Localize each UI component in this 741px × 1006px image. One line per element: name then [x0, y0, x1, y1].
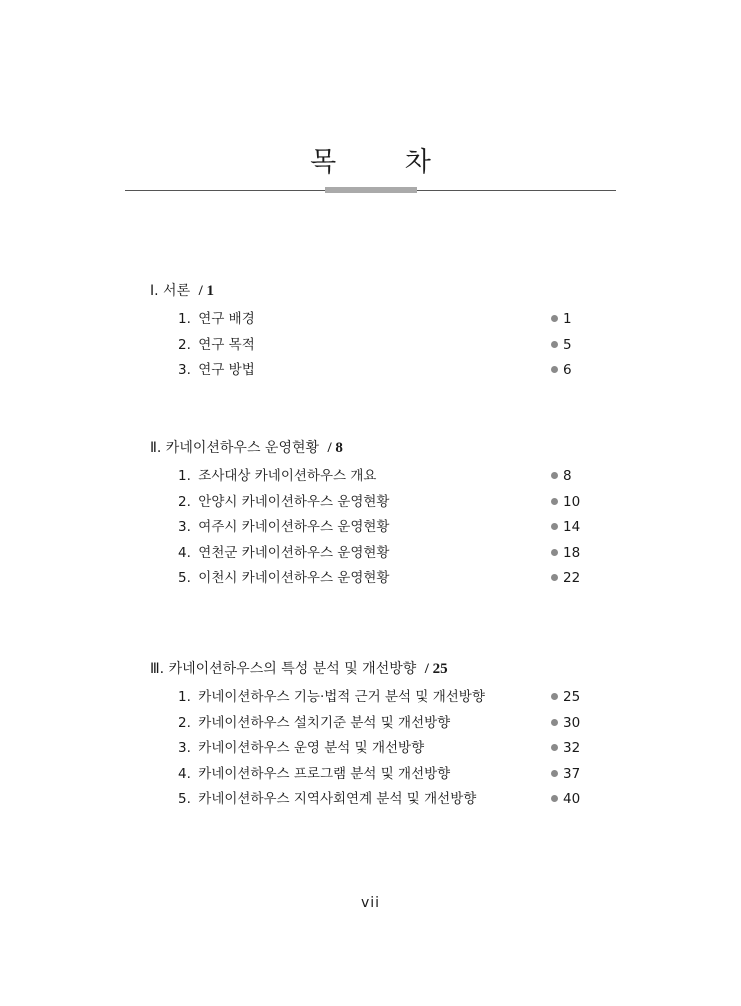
- toc-entry[interactable]: [150, 686, 590, 712]
- entry-page: 8: [551, 465, 572, 487]
- toc-entry[interactable]: [150, 542, 590, 568]
- entry-title: 카네이션하우스 프로그램 분석 및 개선방향: [198, 765, 451, 782]
- entry-page: 6: [551, 359, 572, 381]
- section-page: / 1: [198, 283, 214, 299]
- entry-number: 1.: [178, 689, 191, 705]
- bullet-dot-icon: [551, 315, 558, 322]
- entry-number: 1.: [178, 311, 191, 327]
- bullet-dot-icon: [551, 366, 558, 373]
- entry-title: 조사대상 카네이션하우스 개요: [198, 468, 377, 484]
- entry-title: 카네이션하우스 운영 분석 및 개선방향: [198, 740, 425, 757]
- entry-number: 5.: [178, 791, 191, 808]
- toc-section-heading[interactable]: [150, 658, 590, 680]
- bullet-dot-icon: [551, 719, 558, 726]
- entry-page: 37: [551, 763, 580, 785]
- entry-title: 카네이션하우스 기능·법적 근거 분석 및 개선방향: [198, 689, 485, 705]
- entry-number: 4.: [178, 544, 191, 561]
- page-number: vii: [360, 895, 381, 911]
- bullet-dot-icon: [551, 795, 558, 802]
- entry-page: 40: [551, 788, 580, 810]
- entry-title: 이천시 카네이션하우스 운영현황: [198, 570, 390, 587]
- bullet-dot-icon: [551, 472, 558, 479]
- entry-page: 25: [551, 686, 580, 708]
- entry-number: 5.: [178, 570, 191, 587]
- entry-number: 2.: [178, 493, 191, 510]
- section-page: / 25: [424, 661, 448, 677]
- title-divider-accent: [325, 187, 417, 193]
- entry-page: 14: [551, 516, 580, 538]
- entry-title: 여주시 카네이션하우스 운영현황: [198, 519, 390, 536]
- entry-title: 연구 목적: [198, 336, 255, 353]
- entry-page: 1: [551, 308, 572, 330]
- section-numeral: Ⅱ.: [150, 440, 162, 456]
- toc-section-heading[interactable]: [150, 437, 590, 459]
- toc-entry[interactable]: [150, 763, 590, 789]
- toc-section-1: [150, 280, 590, 385]
- toc-entry[interactable]: [150, 516, 590, 542]
- toc-section-heading[interactable]: [150, 280, 590, 302]
- entry-number: 2.: [178, 336, 191, 353]
- entry-title: 연천군 카네이션하우스 운영현황: [198, 544, 390, 561]
- entry-title: 안양시 카네이션하우스 운영현황: [198, 493, 390, 510]
- toc-section-3: [150, 658, 590, 814]
- entry-page: 5: [551, 334, 572, 356]
- toc-entry[interactable]: [150, 308, 590, 334]
- section-numeral: Ⅰ.: [150, 283, 159, 299]
- section-numeral: Ⅲ.: [150, 661, 165, 677]
- bullet-dot-icon: [551, 693, 558, 700]
- entry-title: 연구 배경: [198, 311, 255, 327]
- entry-page: 22: [551, 567, 580, 589]
- entry-number: 3.: [178, 519, 191, 536]
- toc-entry[interactable]: [150, 465, 590, 491]
- section-label: 서론: [163, 283, 191, 299]
- entry-title: 카네이션하우스 설치기준 분석 및 개선방향: [198, 714, 451, 731]
- entry-number: 3.: [178, 740, 191, 757]
- entry-page: 30: [551, 712, 580, 734]
- bullet-dot-icon: [551, 341, 558, 348]
- bullet-dot-icon: [551, 770, 558, 777]
- entry-number: 4.: [178, 765, 191, 782]
- entry-page: 18: [551, 542, 580, 564]
- bullet-dot-icon: [551, 523, 558, 530]
- entry-number: 3.: [178, 362, 191, 379]
- entry-page: 32: [551, 737, 580, 759]
- page-title: 목 차: [310, 147, 461, 178]
- section-page: / 8: [327, 440, 343, 456]
- bullet-dot-icon: [551, 744, 558, 751]
- entry-title: 연구 방법: [198, 362, 255, 379]
- bullet-dot-icon: [551, 498, 558, 505]
- bullet-dot-icon: [551, 574, 558, 581]
- toc-entry[interactable]: [150, 567, 590, 593]
- section-label: 카네이션하우스의 특성 분석 및 개선방향: [168, 661, 417, 677]
- entry-title: 카네이션하우스 지역사회연계 분석 및 개선방향: [198, 791, 477, 808]
- entry-number: 1.: [178, 468, 191, 484]
- toc-entry[interactable]: [150, 334, 590, 360]
- bullet-dot-icon: [551, 549, 558, 556]
- section-label: 카네이션하우스 운영현황: [165, 440, 320, 456]
- toc-entry[interactable]: [150, 359, 590, 385]
- entry-number: 2.: [178, 714, 191, 731]
- toc-entry[interactable]: [150, 737, 590, 763]
- toc-entry[interactable]: [150, 788, 590, 814]
- entry-page: 10: [551, 491, 580, 513]
- toc-entry[interactable]: [150, 712, 590, 738]
- toc-section-2: [150, 437, 590, 593]
- toc-entry[interactable]: [150, 491, 590, 517]
